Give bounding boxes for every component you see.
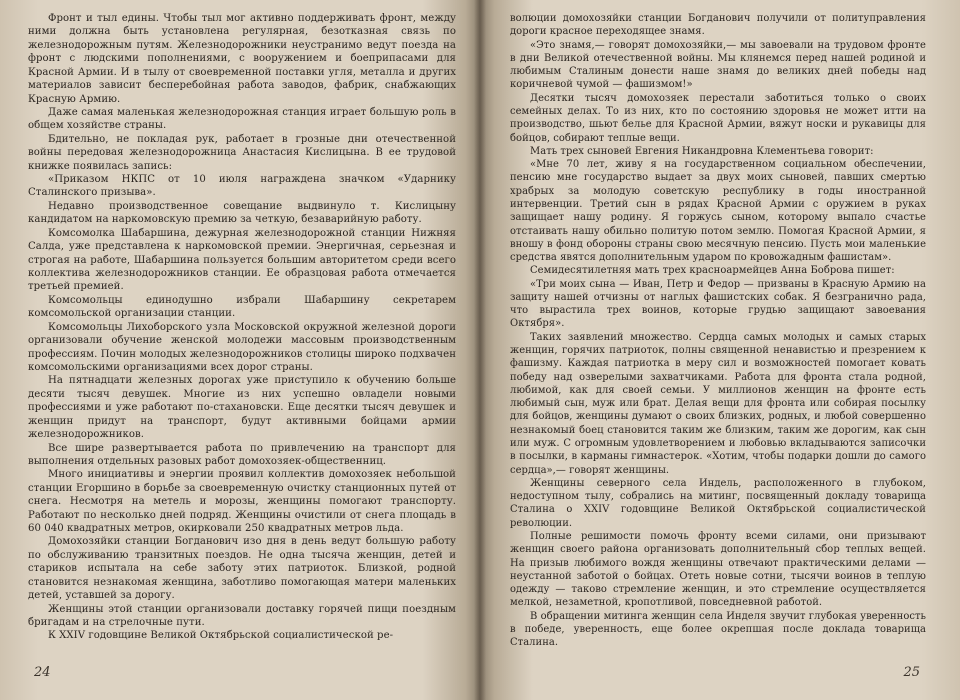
paragraph: Фронт и тыл едины. Чтобы тыл мог активно поддерживать фронт, между ними должна быть установлена регулярная, безотказная связь по железнодорожным путям. Железнодорожники неустранимо ведут поезда на фронт с людскими пополнениями, с вооружением и боеприпасами для Красной Армии. И в тылу от своевременной поставки угля, металла и других материалов зависит бесперебойная работа заводов, фабрик, снабжающих Красную Армию. (28, 13, 456, 105)
paragraph: Десятки тысяч домохозяек перестали заботиться только о своих семейных делах. То из них, кто по состоянию здоровья не может итти на производство, шьют белье для Красной Армии, вяжут носки и рукавицы для бойцов, собирают теплые вещи. (510, 92, 926, 144)
page-number-left: 24 (34, 665, 51, 680)
paragraph: «Мне 70 лет, живу я на государственном социальном обеспечении, пенсию мне государство выдает за двух моих сыновей, павших смертью храбрых за молодую советскую республику в годы иностранной интервенции. Третий сын в рядах Красной Армии с оружием в руках защищает нашу родину. Я горжусь сыном, которому выпало счастье отстаивать нашу обильно политую потом землю. Помогая Красной Армии, я вношу в фонд обороны страны свою месячную пенсию. Пусть мои маленькие средства явятся дополнительным ударом по кровожадным фашистам». (510, 159, 926, 264)
paragraph: На пятнадцати железных дорогах уже приступило к обучению больше десяти тысяч девушек. Многие из них успешно овладели новыми профессиями и уже работают по-стахановски. Еще десятки тысяч девушек и женщин придут на транспорт, будут активными бойцами армии железнодорожников. (28, 375, 456, 441)
right-page (480, 0, 960, 700)
paragraph: «Это знамя,— говорят домохозяйки,— мы завоевали на трудовом фронте в дни Великой отечественной войны. Мы клянемся перед нашей родиной и любимым Сталиным донести наше знамя до великих дней победы над коричневой чумой — фашизмом!» (510, 39, 926, 91)
paragraph: Женщины северного села Индель, расположенного в глубоком, недоступном тылу, собрались на митинг, посвященный докладу товарища Сталина о XXIV годовщине Великой Октябрьской социалистической революции. (510, 477, 926, 529)
page-number-right: 25 (903, 665, 920, 680)
paragraph: Семидесятилетняя мать трех красноармейцев Анна Боброва пишет: (530, 265, 895, 277)
paragraph: В обращении митинга женщин села Инделя звучит глубокая уверенность в победе, уверенность, еще более окрепшая после доклада товарища Сталина. (510, 610, 926, 649)
paragraph: Комсомолка Шабаршина, дежурная железнодорожной станции Нижняя Салда, уже представлена к наркомовской премии. Энергичная, серьезная и строгая на работе, Шабаршина пользуется большим авторитетом среди всего коллектива железнодорожников станции. Ее образцовая работа отмечается третьей премией. (28, 227, 456, 293)
paragraph: Комсомольцы Лихоборского узла Московской окружной железной дороги организовали обучение женской молодежи массовым производственным профессиям. Почин молодых железнодорожников столицы широко подхвачен комсомольскими организациями всех дорог страны. (28, 321, 456, 373)
paragraph-continued: волюции домохозяйки станции Богданович получили от политуправления дороги красное переходящее знамя. (510, 13, 926, 38)
paragraph: Много инициативы и энергии проявил коллектив домохозяек небольшой станции Егоршино в борьбе за своевременную очистку станционных путей от снега. Несмотря на метель и морозы, женщины помогают транспорту. Работают по несколько дней подряд. Женщины очистили от снега площадь в 60 040 квадратных метров, окирковали 250 квадратных метров льда. (28, 469, 456, 535)
paragraph: Комсомольцы единодушно избрали Шабаршину секретарем комсомольской организации станции. (28, 294, 456, 320)
paragraph: Женщины этой станции организовали доставку горячей пищи поездным бригадам и на стрелочные пути. (28, 603, 456, 628)
paragraph: Бдительно, не покладая рук, работает в грозные дни отечественной войны передовая железнодорожница Анастасия Кислицына. В ее трудовой книжке появилась запись: (28, 133, 456, 172)
paragraph: «Приказом НКПС от 10 июля награждена значком «Ударнику Сталинского призыва». (28, 174, 456, 199)
paragraph: Все шире развертывается работа по привлечению на транспорт для выполнения отдельных разовых работ домохозяек-общественниц. (28, 442, 456, 467)
paragraph: «Три моих сына — Иван, Петр и Федор — призваны в Красную Армию на защиту нашей отчизны от наглых фашистских собак. Я безгранично рада, что вырастила трех воинов, которые грудью защищают завоевания Октября». (510, 278, 926, 330)
paragraph: Мать трех сыновей Евгения Никандровна Клементьева говорит: (530, 145, 874, 157)
left-page-text (28, 12, 456, 643)
paragraph: Домохозяйки станции Богданович изо дня в день ведут большую работу по обслуживанию транзитных поездов. Не одна тысяча женщин, детей и стариков испытала на себе заботу этих патриоток. Близкой, родной становится незнакомая женщина, заботливо помогающая матери маленьких детей, уставшей за дорогу. (28, 536, 456, 602)
paragraph: К XXIV годовщине Великой Октябрьской социалистической ре- (48, 630, 394, 642)
right-page-text (510, 12, 926, 650)
paragraph: Даже самая маленькая железнодорожная станция играет большую роль в общем хозяйстве страны. (28, 106, 456, 132)
paragraph: Полные решимости помочь фронту всеми силами, они призывают женщин своего района организовать дополнительный сбор теплых вещей. На призыв любимого вождя женщины отвечают практическими делами — неустанной заботой о бойцах. Отеть новые сотни, тысячи воинов в теплую одежду — таково стремление женщин, и это стремление осуществляется мелкой, незаметной, кропотливой, повседневной работой. (510, 530, 926, 609)
paragraph: Недавно производственное совещание выдвинуло т. Кислицыну кандидатом на наркомовскую премию за четкую, безаварийную работу. (28, 200, 456, 226)
paragraph: Таких заявлений множество. Сердца самых молодых и самых старых женщин, горячих патриоток, полны священной ненавистью и презрением к фашизму. Каждая патриотка в меру сил и возможностей помогает ковать победу над озверелыми захватчиками. Работа для фронта стала родной, любимой, как для своей семьи. У миллионов женщин на фронте есть любимый сын, муж или брат. Делая вещи для фронта или собирая посылку для бойцов, женщины думают о своих близких, родных, и любой совершенно незнакомый боец становится таким же близким, таким же дорогим, как сын или муж. С огромным удовлетворением и любовью вкладываются записочки в посылки, в карманы гимнастерок. «Хотим, чтобы подарки дошли до самого сердца»,— говорят женщины. (510, 331, 926, 476)
